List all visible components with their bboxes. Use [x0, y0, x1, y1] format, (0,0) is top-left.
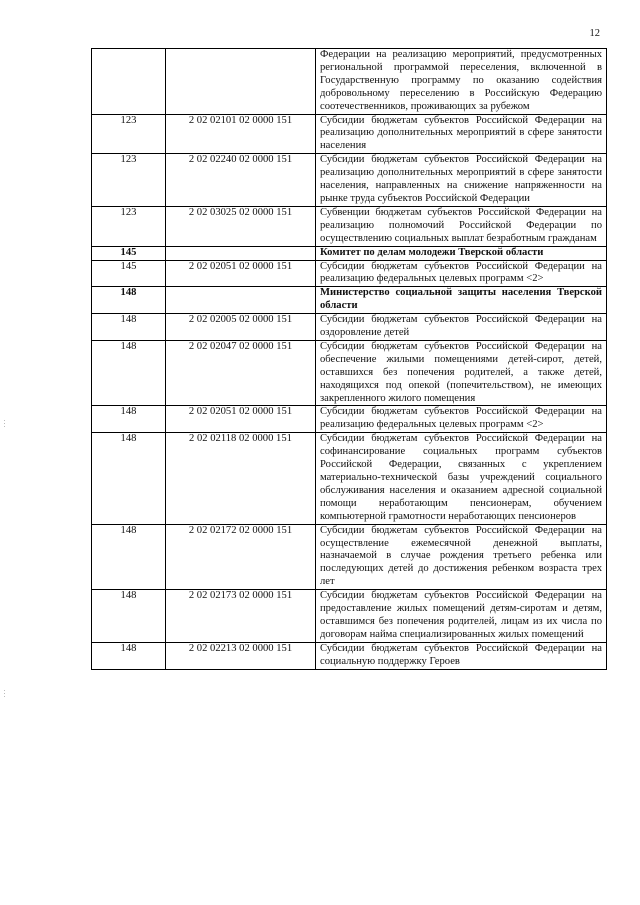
admin-code-cell: 145: [92, 246, 166, 260]
admin-code-cell: 148: [92, 287, 166, 314]
scan-margin-mark: [4, 420, 10, 426]
admin-code-cell: 123: [92, 154, 166, 207]
table-section-header-row: [92, 287, 607, 314]
admin-code-cell: 123: [92, 206, 166, 246]
revenue-name-cell: Субсидии бюджетам субъектов Российской Федерации на осуществление ежемесячной денежной выплаты, назначаемой в случае рождения третьего ребенка или последующих детей до достижения ребенком возраста трех лет: [316, 524, 607, 590]
table-row: [92, 114, 607, 154]
revenue-name-cell: Субсидии бюджетам субъектов Российской Федерации на социальную поддержку Героев: [316, 642, 607, 669]
revenue-name-cell: Субсидии бюджетам субъектов Российской Федерации на реализацию дополнительных мероприятий в сфере занятости населения, направленных на снижение напряженности на рынке труда субъектов Российской Федерации: [316, 154, 607, 207]
revenue-name-cell: Субсидии бюджетам субъектов Российской Федерации на оздоровление детей: [316, 314, 607, 341]
admin-code-cell: 123: [92, 114, 166, 154]
table-row: [92, 524, 607, 590]
budget-classification-code-cell: 2 02 03025 02 0000 151: [166, 206, 316, 246]
admin-code-cell: 148: [92, 524, 166, 590]
budget-classification-code-cell: [166, 287, 316, 314]
revenue-name-cell: Федерации на реализацию мероприятий, предусмотренных региональной программой переселения, включенной в Государственную программу по оказанию содействия добровольному переселению в Российскую Федерацию соотечественников, проживающих за рубежом: [316, 49, 607, 115]
budget-classification-code-cell: 2 02 02213 02 0000 151: [166, 642, 316, 669]
table-row: [92, 406, 607, 433]
admin-code-cell: 148: [92, 590, 166, 643]
admin-code-cell: 148: [92, 433, 166, 524]
table-row: [92, 340, 607, 406]
scan-margin-mark: [4, 690, 10, 696]
revenue-name-cell: Субсидии бюджетам субъектов Российской Федерации на реализацию федеральных целевых программ <2>: [316, 260, 607, 287]
table-row: [92, 433, 607, 524]
revenue-name-cell: Министерство социальной защиты населения Тверской области: [316, 287, 607, 314]
revenue-name-cell: Субвенции бюджетам субъектов Российской Федерации на реализацию полномочий Российской Федерации по осуществлению социальных выплат безработным гражданам: [316, 206, 607, 246]
revenue-name-cell: Комитет по делам молодежи Тверской области: [316, 246, 607, 260]
table-row: [92, 642, 607, 669]
admin-code-cell: 148: [92, 340, 166, 406]
revenue-name-cell: Субсидии бюджетам субъектов Российской Федерации на реализацию дополнительных мероприятий в сфере занятости населения: [316, 114, 607, 154]
budget-classification-code-cell: 2 02 02173 02 0000 151: [166, 590, 316, 643]
table-row: [92, 314, 607, 341]
revenue-codes-table: [91, 48, 607, 670]
revenue-name-cell: Субсидии бюджетам субъектов Российской Федерации на софинансирование социальных программ субъектов Российской Федерации, связанных с укреплением материально-технической базы учреждений социального обслуживания населения и оказанием адресной социальной помощи неработающим пенсионерам, обучением компьютерной грамотности неработающих пенсионеров: [316, 433, 607, 524]
table-row: [92, 590, 607, 643]
table-body: [92, 49, 607, 670]
budget-classification-code-cell: 2 02 02005 02 0000 151: [166, 314, 316, 341]
table-row: [92, 154, 607, 207]
budget-classification-code-cell: 2 02 02240 02 0000 151: [166, 154, 316, 207]
admin-code-cell: 145: [92, 260, 166, 287]
revenue-name-cell: Субсидии бюджетам субъектов Российской Федерации на предоставление жилых помещений детям-сиротам и детям, оставшимся без попечения родителей, лицам из их числа по договорам найма специализированных жилых помещений: [316, 590, 607, 643]
table-row: [92, 49, 607, 115]
budget-classification-code-cell: 2 02 02101 02 0000 151: [166, 114, 316, 154]
budget-classification-code-cell: [166, 246, 316, 260]
page-number: 12: [589, 28, 600, 39]
table-row: [92, 260, 607, 287]
revenue-name-cell: Субсидии бюджетам субъектов Российской Федерации на обеспечение жилыми помещениями детей-сирот, детей, оставшихся без попечения родителей, а также детей, находящихся под опекой (попечительством), не имеющих закрепленного жилого помещения: [316, 340, 607, 406]
budget-classification-code-cell: 2 02 02172 02 0000 151: [166, 524, 316, 590]
admin-code-cell: 148: [92, 642, 166, 669]
revenue-name-cell: Субсидии бюджетам субъектов Российской Федерации на реализацию федеральных целевых программ <2>: [316, 406, 607, 433]
budget-classification-code-cell: 2 02 02051 02 0000 151: [166, 260, 316, 287]
budget-classification-code-cell: 2 02 02047 02 0000 151: [166, 340, 316, 406]
admin-code-cell: [92, 49, 166, 115]
budget-classification-code-cell: 2 02 02118 02 0000 151: [166, 433, 316, 524]
table-row: [92, 206, 607, 246]
budget-classification-code-cell: [166, 49, 316, 115]
table-section-header-row: [92, 246, 607, 260]
admin-code-cell: 148: [92, 314, 166, 341]
admin-code-cell: 148: [92, 406, 166, 433]
budget-classification-code-cell: 2 02 02051 02 0000 151: [166, 406, 316, 433]
